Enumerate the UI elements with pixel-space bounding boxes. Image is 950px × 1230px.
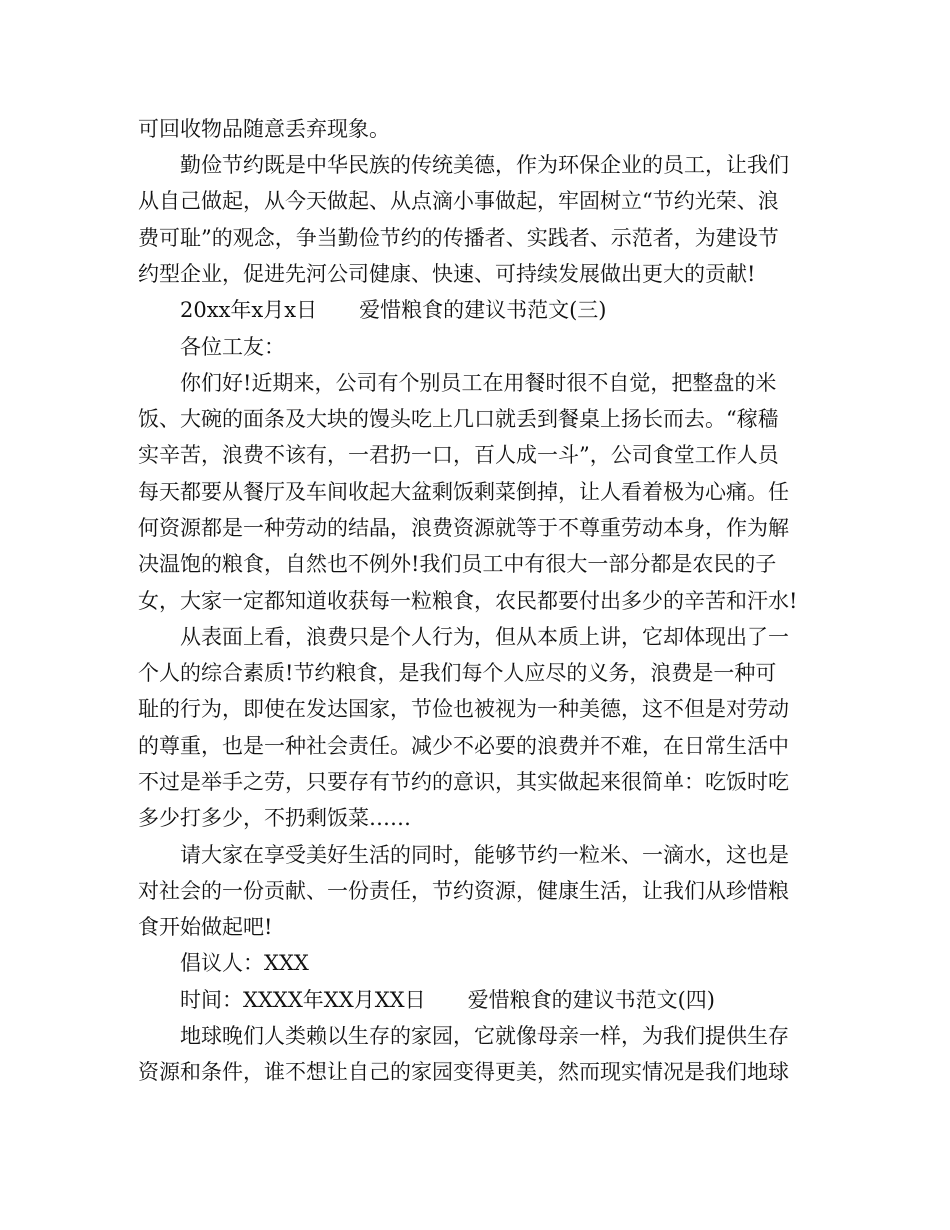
text-line: 食开始做起吧! <box>138 915 273 939</box>
text-line: 女，大家一定都知道收获每一粒粮食，农民都要付出多少的辛苦和汗水! <box>138 589 798 613</box>
paragraph-first-line: 请大家在享受美好生活的同时，能够节约一粒米、一滴水，这也是 <box>180 843 789 867</box>
paragraph-first-line: 地球晚们人类赖以生存的家园，它就像母亲一样，为我们提供生存 <box>180 1024 789 1048</box>
text-line: 费可耻”的观念，争当勤俭节约的传播者、实践者、示范者，为建设节 <box>138 226 779 250</box>
text-line: 的尊重，也是一种社会责任。减少不必要的浪费并不难，在日常生活中 <box>138 734 789 758</box>
text-line: 约型企业，促进先河公司健康、快速、可持续发展做出更大的贡献! <box>138 262 756 286</box>
paragraph-first-line: 勤俭节约既是中华民族的传统美德，作为环保企业的员工，让我们 <box>180 153 789 177</box>
text-line: 从自己做起，从今天做起、从点滴小事做起，牢固树立“节约光荣、浪 <box>138 189 779 213</box>
text-line: 可回收物品随意丢弃现象。 <box>138 117 390 141</box>
text-line: 每天都要从餐厅及车间收起大盆剩饭剩菜倒掉，让人看着极为心痛。任 <box>138 480 789 504</box>
date-and-heading-line: 时间：XXXX年XX月XX日 爱惜粮食的建议书范文(四) <box>180 988 715 1012</box>
text-line: 决温饱的粮食，自然也不例外!我们员工中有很大一部分都是农民的子 <box>138 552 777 576</box>
paragraph-first-line: 从表面上看，浪费只是个人行为，但从本质上讲，它却体现出了一 <box>180 625 789 649</box>
date-and-heading-line: 20xx年x月x日 爱惜粮食的建议书范文(三) <box>180 298 607 322</box>
text-line: 多少打多少，不扔剩饭菜…… <box>138 806 411 830</box>
paragraph-first-line: 你们好!近期来，公司有个别员工在用餐时很不自觉，把整盘的米 <box>180 371 777 395</box>
text-line: 实辛苦，浪费不该有，一君扔一口，百人成一斗”，公司食堂工作人员 <box>138 443 779 467</box>
text-line: 资源和条件，谁不想让自己的家园变得更美，然而现实情况是我们地球 <box>138 1060 789 1084</box>
text-line: 不过是举手之劳，只要存有节约的意识，其实做起来很简单：吃饭时吃 <box>138 770 789 794</box>
text-line: 对社会的一份贡献、一份责任，节约资源，健康生活，让我们从珍惜粮 <box>138 879 789 903</box>
text-line: 个人的综合素质!节约粮食，是我们每个人应尽的义务，浪费是一种可 <box>138 661 777 685</box>
proposer-line: 倡议人：XXX <box>180 951 309 975</box>
text-line: 耻的行为，即使在发达国家，节俭也被视为一种美德，这不但是对劳动 <box>138 697 789 721</box>
text-line: 饭、大碗的面条及大块的馒头吃上几口就丢到餐桌上扬长而去。“稼穑 <box>138 407 779 431</box>
text-line: 何资源都是一种劳动的结晶，浪费资源就等于不尊重劳动本身，作为解 <box>138 516 789 540</box>
salutation: 各位工友： <box>180 335 285 359</box>
